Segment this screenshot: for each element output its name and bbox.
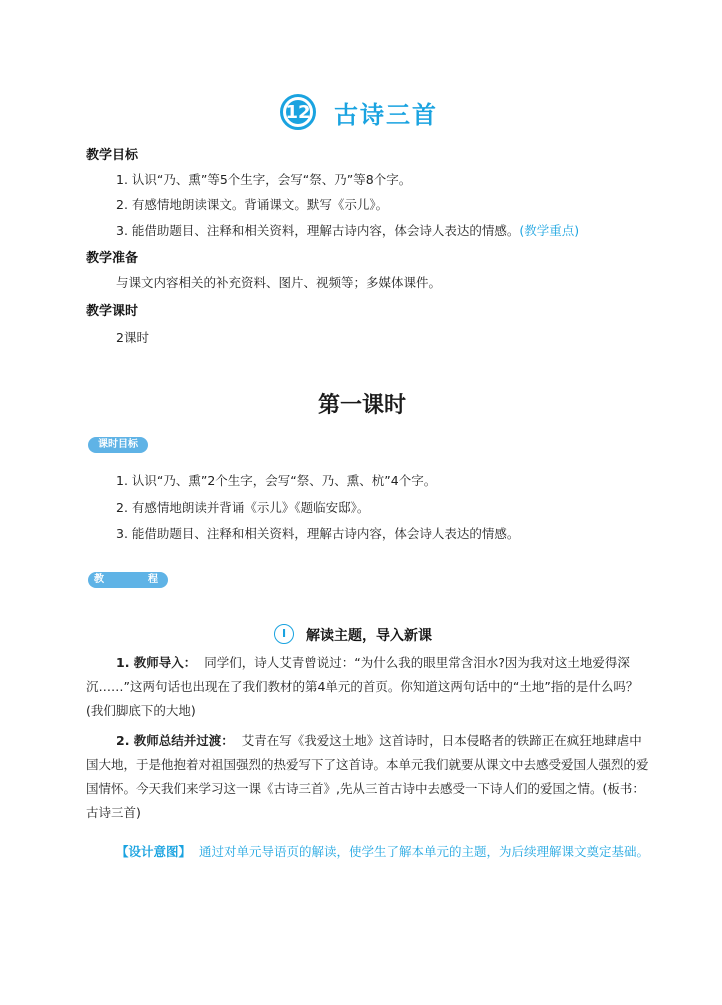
goal-item-3 <box>116 221 579 239</box>
design-intent-label: 【设计意图】 <box>116 844 192 859</box>
period-title: 第一课时 <box>318 392 407 418</box>
period-goals-badge: 课时目标 <box>88 437 148 453</box>
process-badge-left: 教 <box>94 574 104 585</box>
prep-text: 与课文内容相关的补充资料、图片、视频等；多媒体课件。 <box>116 275 442 290</box>
goal-item-2: 2. 有感情地朗读课文。背诵课文。默写《示儿》。 <box>116 197 389 212</box>
process-badge <box>88 572 168 588</box>
paragraph-teacher-summary <box>86 729 652 825</box>
goals-heading: 教学目标 <box>86 148 139 163</box>
paragraph-2-text: 艾青在写《我爱这土地》这首诗时，日本侵略者的铁蹄正在疯狂地肆虐中国大地，于是他抱着对祖国强烈的热爱写下了这首诗。本单元我们就要从课文中去感受爱国人强烈的爱国情怀。今天我们来学习这一课《古诗三首》,先从三首古诗中去感受一下诗人们的爱国之情。(板书：古诗三首) <box>86 733 649 820</box>
step-title: 解读主题，导入新课 <box>306 628 432 644</box>
lesson-number-badge <box>280 94 316 130</box>
hours-heading: 教学课时 <box>86 304 139 319</box>
design-intent <box>86 839 652 865</box>
period-goal-item-2: 2. 有感情地朗读并背诵《示儿》《题临安邸》。 <box>116 500 370 515</box>
lesson-number: 12 <box>285 102 311 123</box>
period-goal-item-1: 1. 认识“乃、熏”2个生字，会写“祭、乃、熏、杭”4个字。 <box>116 473 437 488</box>
hours-text: 2课时 <box>116 330 149 345</box>
paragraph-1-label: 1. 教师导入： <box>116 655 197 670</box>
process-badge-right: 程 <box>148 574 158 585</box>
paragraph-2-label: 2. 教师总结并过渡： <box>116 733 234 748</box>
lesson-header <box>280 92 438 132</box>
design-intent-text: 通过对单元导语页的解读，使学生了解本单元的主题，为后续理解课文奠定基础。 <box>198 844 649 859</box>
paragraph-1-text: 同学们，诗人艾青曾说过：“为什么我的眼里常含泪水?因为我对这土地爱得深沉……”这两句话也出现在了我们教材的第4单元的首页。你知道这两句话中的“土地”指的是什么吗？ (我们脚底下的大地) <box>86 655 639 718</box>
period-goal-item-3: 3. 能借助题目、注释和相关资料，理解古诗内容，体会诗人表达的情感。 <box>116 526 520 541</box>
goal-item-3-text: 3. 能借助题目、注释和相关资料，理解古诗内容，体会诗人表达的情感。 <box>116 223 520 238</box>
step-number-badge: I <box>274 624 294 644</box>
lesson-title: 古诗三首 <box>334 100 438 129</box>
key-point-mark: (教学重点) <box>519 223 580 238</box>
goal-item-1: 1. 认识“乃、熏”等5个生字，会写“祭、乃”等8个字。 <box>116 172 412 187</box>
prep-heading: 教学准备 <box>86 251 139 266</box>
paragraph-teacher-intro <box>86 651 652 723</box>
